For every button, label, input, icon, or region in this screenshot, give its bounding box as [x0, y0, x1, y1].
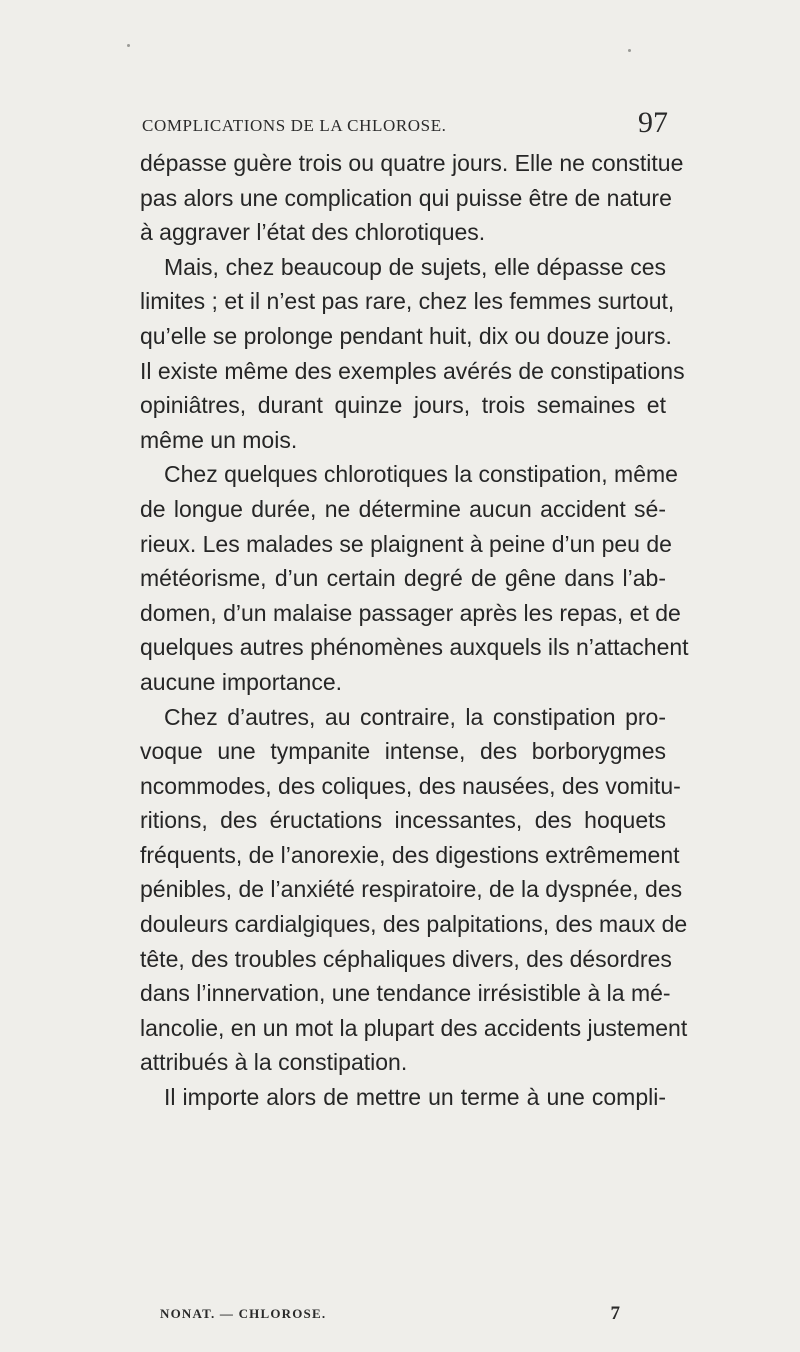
text-line: douleurs cardialgiques, des palpitations, des maux de [140, 911, 688, 938]
text-line: quelques autres phénomènes auxquels ils n’attachent [140, 634, 689, 661]
paper-speck [628, 49, 631, 52]
body-text [140, 146, 689, 1115]
text-line: attribués à la constipation. [140, 1049, 408, 1076]
text-line: ncommodes, des coliques, des nausées, des vomitu- [140, 772, 681, 799]
text-line: ritions, des éructations incessantes, des hoquets [140, 807, 666, 834]
paper-speck [127, 44, 130, 47]
page-header [142, 106, 668, 146]
text-line: domen, d’un malaise passager après les repas, et de [140, 599, 681, 626]
text-line: tête, des troubles céphaliques divers, des désordres [140, 945, 672, 972]
text-line: de longue durée, ne détermine aucun accident sé- [140, 495, 666, 522]
text-line: lancolie, en un mot la plupart des accidents justement [140, 1014, 688, 1041]
text-line: Chez quelques chlorotiques la constipation, même [164, 461, 678, 488]
text-line: fréquents, de l’anorexie, des digestions extrêmement [140, 841, 680, 868]
text-line: qu’elle se prolonge pendant huit, dix ou douze jours. [140, 322, 672, 349]
text-line: pas alors une complication qui puisse être de nature [140, 184, 672, 211]
page-footer [160, 1303, 620, 1332]
printer-signature: NONAT. — CHLOROSE. [160, 1306, 327, 1321]
text-line: voque une tympanite intense, des borborygmes [140, 738, 666, 765]
page-number: 97 [638, 106, 668, 139]
text-line: Il existe même des exemples avérés de constipations [140, 357, 685, 384]
text-line: Chez d’autres, au contraire, la constipation pro- [164, 703, 666, 730]
text-line: aucune importance. [140, 668, 343, 695]
text-line: dépasse guère trois ou quatre jours. Elle ne constitue [140, 150, 684, 176]
text-line: à aggraver l’état des chlorotiques. [140, 219, 486, 246]
running-title: COMPLICATIONS DE LA CHLOROSE. [142, 116, 447, 135]
text-line: opiniâtres, durant quinze jours, trois semaines et [140, 392, 666, 419]
text-line: météorisme, d’un certain degré de gêne dans l’ab- [140, 565, 666, 592]
text-line: Il importe alors de mettre un terme à une compli- [164, 1084, 666, 1111]
text-line: limites ; et il n’est pas rare, chez les femmes surtout, [140, 288, 675, 315]
signature-number: 7 [610, 1303, 620, 1324]
text-line: même un mois. [140, 426, 298, 453]
text-line: pénibles, de l’anxiété respiratoire, de la dyspnée, des [140, 876, 683, 903]
text-line: rieux. Les malades se plaignent à peine d’un peu de [140, 530, 672, 557]
text-line: Mais, chez beaucoup de sujets, elle dépasse ces [164, 253, 666, 280]
text-line: dans l’innervation, une tendance irrésistible à la mé- [140, 980, 671, 1007]
